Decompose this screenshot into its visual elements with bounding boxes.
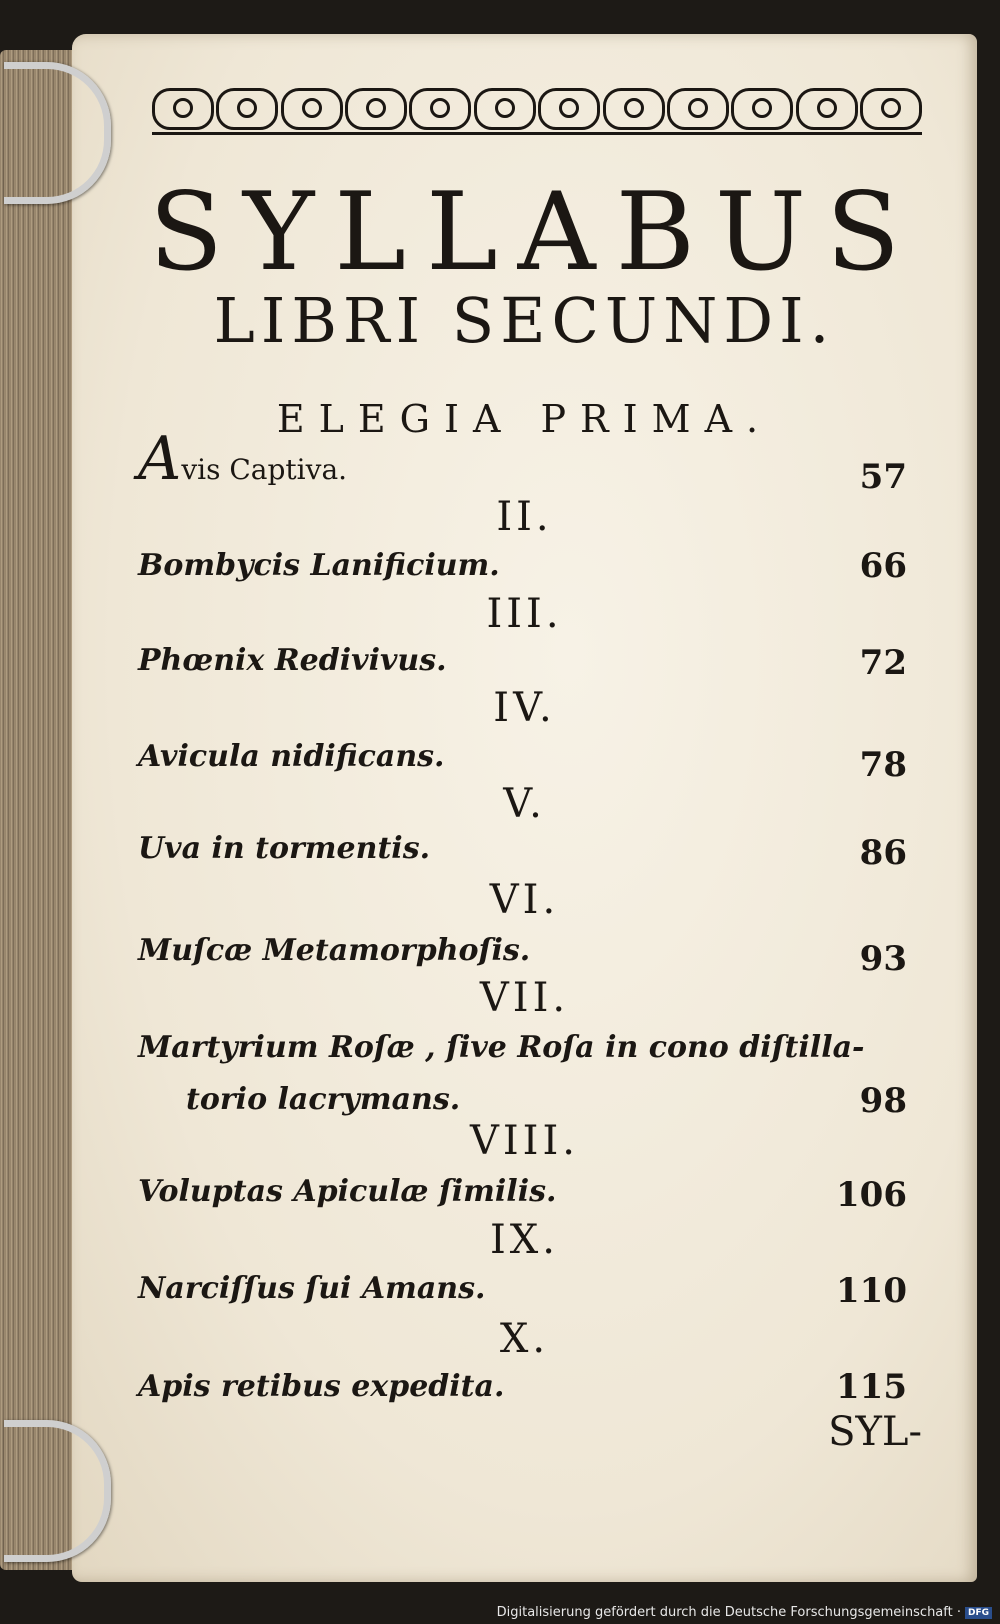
entry-title-3: Phœnix Redivivus. [138,643,447,678]
catchword: SYL- [828,1409,922,1455]
entry-title-1 [138,424,348,494]
entry-title-7-line-2: torio lacrymans. [186,1082,461,1117]
entry-page-8: 106 [836,1175,907,1215]
elegy-numeral-5: V. [503,781,546,827]
elegy-numeral-2: II. [496,494,553,540]
section-heading: ELEGIA PRIMA. [276,397,773,441]
entry-page-1: 57 [859,457,907,497]
elegy-numeral-10: X. [499,1316,550,1362]
entry-page-3: 72 [859,643,907,683]
ornament-icon [731,88,793,130]
entry-title-8: Voluptas Apiculæ ſimilis. [138,1174,557,1209]
ornament-icon [474,88,536,130]
entry-page-10: 115 [836,1367,907,1407]
elegy-numeral-9: IX. [490,1217,559,1263]
entry-title-9: Narciſſus ſui Amans. [138,1271,486,1306]
entry-title-10: Apis retibus expedita. [138,1369,505,1404]
entry-title-text: vis Captiva. [181,453,348,486]
entry-title-4: Avicula nidificans. [138,739,445,774]
elegy-numeral-7: VII. [479,975,570,1021]
book-page-edges [0,50,78,1570]
drop-initial: A [138,424,182,494]
ornament-icon [796,88,858,130]
entry-page-2: 66 [859,546,907,586]
entry-page-6: 93 [859,939,907,979]
elegy-numeral-3: III. [486,591,563,637]
entry-page-5: 86 [859,833,907,873]
ornament-icon [281,88,343,130]
ornament-icon [345,88,407,130]
ornament-icon [152,88,214,130]
ornament-icon [409,88,471,130]
elegy-numeral-8: VIII. [469,1118,579,1164]
entry-title-7-line-1: Martyrium Roſæ , ſive Roſa in cono diſtilla- [138,1030,865,1065]
ornament-icon [216,88,278,130]
ornament-icon [538,88,600,130]
book-page [72,34,977,1582]
footer-credit-text: Digitalisierung gefördert durch die Deutsche Forschungsgemeinschaft · [496,1605,961,1620]
ornament-icon [603,88,665,130]
entry-title-2: Bombycis Lanificium. [138,548,500,583]
entry-page-4: 78 [859,745,907,785]
page-title: SYLLABUS [148,170,921,295]
ornament-icon [860,88,922,130]
dfg-logo: DFG [965,1607,992,1619]
digitization-footer [497,1605,992,1620]
decorative-ornament-band [152,84,922,135]
entry-page-9: 110 [836,1271,907,1311]
entry-title-6: Muſcæ Metamorphoſis. [138,933,531,968]
ornament-icon [667,88,729,130]
entry-page-7: 98 [859,1081,907,1121]
elegy-numeral-6: VI. [489,877,560,923]
elegy-numeral-4: IV. [493,685,556,731]
entry-title-5: Uva in tormentis. [138,831,431,866]
page-subtitle: LIBRI SECUNDI. [213,284,836,357]
